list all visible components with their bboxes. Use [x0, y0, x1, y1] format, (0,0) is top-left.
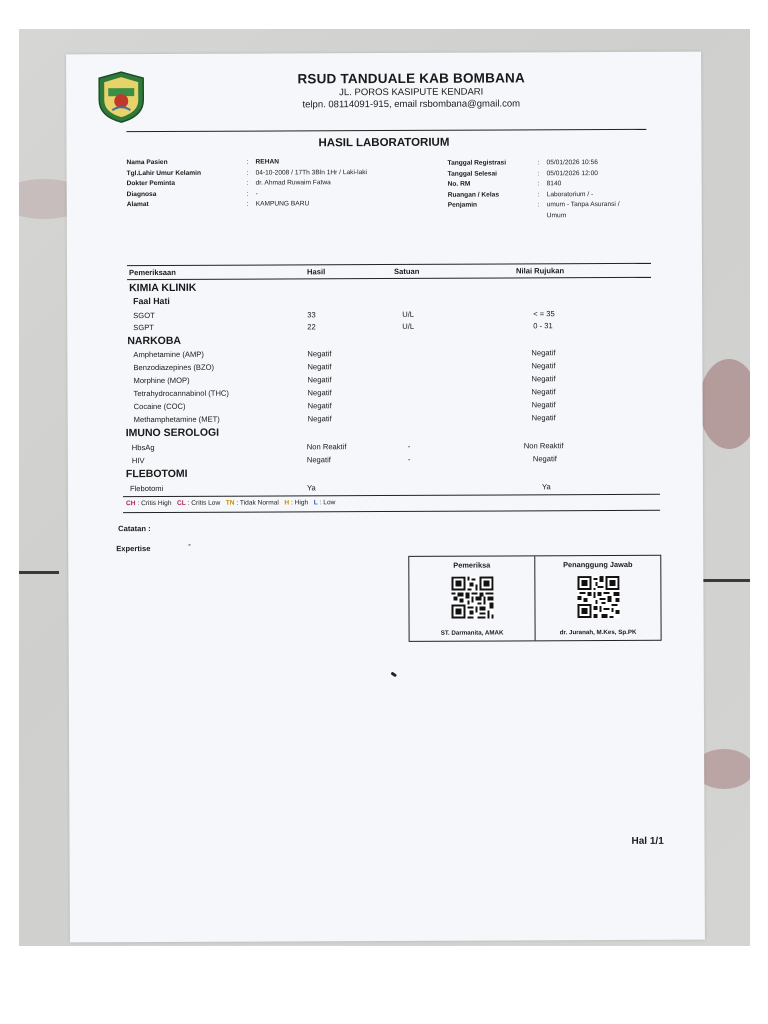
info-row — [127, 168, 367, 180]
exam-reference: Negatif — [531, 361, 556, 371]
exam-unit: - — [407, 454, 411, 464]
info-spacer — [448, 211, 547, 222]
subgroup-faal-hati: Faal Hati — [133, 295, 170, 307]
info-label: Alamat — [126, 201, 149, 209]
exam-unit: - — [407, 441, 411, 451]
table-top-rule — [127, 263, 651, 266]
exam-name: Flebotomi — [129, 483, 164, 494]
exam-name: Morphine (MOP) — [133, 375, 190, 386]
legend-tn-code: TN — [225, 499, 235, 507]
legend-h-text: : High — [290, 499, 309, 507]
status-legend — [126, 499, 335, 507]
info-colon: : — [246, 179, 249, 187]
exam-reference: Ya — [541, 482, 551, 492]
responsible-name: dr. Juranah, M.Kes, Sp.PK — [559, 628, 637, 637]
hospital-logo-icon — [96, 70, 146, 124]
info-label: Tanggal Registrasi — [447, 159, 507, 167]
info-label: Ruangan / Kelas — [447, 191, 500, 199]
info-label: Diagnosa — [126, 190, 157, 198]
legend-l-code: L — [313, 499, 318, 507]
exam-result: Negatif — [307, 388, 332, 398]
exam-result: Negatif — [307, 349, 332, 359]
marble-vein — [699, 359, 750, 449]
legend-cl-code: CL — [176, 499, 186, 507]
examiner-title: Pemeriksa — [453, 560, 491, 570]
info-label: Tgl.Lahir Umur Kelamin — [126, 169, 201, 177]
info-colon: : — [246, 158, 249, 166]
info-colon: : — [246, 169, 249, 177]
legend-ch-text: : Critis High — [137, 499, 172, 508]
info-label: Dokter Peminta — [126, 179, 176, 188]
hospital-contact: telpn. 08114091-915, email rsbombana@gmail.com — [302, 98, 521, 111]
col-header-exam: Pemeriksaan — [128, 267, 176, 278]
exam-result: Negatif — [307, 362, 332, 372]
info-row — [448, 200, 620, 211]
signature-responsible — [534, 556, 660, 641]
col-header-result: Hasil — [306, 267, 326, 277]
table-bottom-rule — [123, 494, 660, 497]
exam-reference: Non Reaktif — [523, 441, 564, 451]
col-header-reference: Nilai Rujukan — [515, 266, 565, 276]
info-row — [448, 168, 620, 179]
exam-reference: Negatif — [531, 387, 556, 397]
diagnosis: - — [255, 190, 258, 198]
info-colon: : — [246, 190, 249, 198]
responsible-title: Penanggung Jawab — [563, 559, 633, 570]
exam-reference: Negatif — [531, 348, 556, 358]
legend-rule — [123, 510, 660, 513]
header-divider — [126, 129, 646, 132]
info-colon: : — [537, 190, 540, 198]
page-number: Hal 1/1 — [631, 835, 664, 847]
signature-box — [408, 555, 661, 642]
hospital-address: JL. POROS KASIPUTE KENDARI — [339, 86, 484, 99]
exam-name: HbsAg — [131, 443, 155, 453]
info-label: Penjamin — [447, 201, 478, 209]
report-title: HASIL LABORATORIUM — [318, 136, 450, 150]
info-label: No. RM — [447, 180, 471, 188]
room-class: Laboratorium / - — [546, 190, 594, 198]
group-kimia-klinik: KIMIA KLINIK — [129, 281, 197, 295]
legend-l-text: : Low — [319, 499, 336, 507]
group-imuno-serologi: IMUNO SEROLOGI — [125, 426, 220, 440]
info-colon: : — [537, 159, 540, 167]
exam-result: Negatif — [307, 401, 332, 411]
patient-dob: 04-10-2008 / 17Th 3Bln 1Hr / Laki-laki — [255, 168, 368, 177]
group-flebotomi: FLEBOTOMI — [125, 467, 188, 481]
examiner-qr-code-icon — [451, 577, 493, 619]
expertise-dash: - — [188, 539, 191, 549]
info-colon: : — [246, 200, 249, 208]
info-row — [127, 199, 367, 211]
pen-mark — [390, 672, 397, 678]
photo-background — [19, 29, 750, 946]
legend-tn-text: : Tidak Normal — [236, 499, 279, 507]
info-row — [448, 189, 620, 200]
lab-report-paper — [66, 52, 705, 943]
exam-reference: Negatif — [531, 413, 556, 423]
address: KAMPUNG BARU — [255, 200, 310, 208]
info-row — [448, 179, 620, 190]
signature-examiner — [409, 556, 534, 641]
medical-record-number: 8140 — [546, 180, 562, 188]
exam-result: Negatif — [306, 455, 331, 465]
exam-name: Tetrahydrocannabinol (THC) — [133, 388, 229, 399]
patient-info-right — [448, 158, 620, 222]
info-colon: : — [537, 169, 540, 177]
info-colon: : — [537, 201, 540, 209]
exam-reference: < = 35 — [533, 309, 555, 319]
exam-result: Ya — [306, 483, 316, 493]
letterhead — [216, 70, 606, 111]
info-row — [448, 158, 620, 169]
notes-label: Catatan : — [118, 524, 151, 534]
exam-name: Benzodiazepines (BZO) — [133, 362, 215, 373]
exam-unit: U/L — [402, 321, 415, 331]
exam-unit: U/L — [402, 309, 415, 319]
exam-result: Negatif — [307, 414, 332, 424]
responsible-qr-code-icon — [577, 576, 619, 618]
legend-h-code: H — [284, 499, 290, 507]
legend-cl-text: : Critis Low — [187, 499, 221, 507]
exam-name: Amphetamine (AMP) — [133, 349, 204, 360]
examiner-name: ST. Darmanita, AMAK — [440, 629, 504, 637]
referring-doctor: dr. Ahmad Ruwaim Fatwa — [255, 179, 331, 187]
exam-reference: Negatif — [532, 454, 557, 464]
guarantor: umum - Tanpa Asuransi / — [546, 200, 620, 209]
info-label: Tanggal Selesai — [447, 170, 497, 178]
patient-name: REHAN — [255, 158, 280, 166]
legend-ch-code: CH — [126, 500, 136, 508]
exam-name: Methamphetamine (MET) — [133, 414, 220, 425]
exam-reference: Negatif — [531, 400, 556, 410]
exam-result: 33 — [307, 310, 316, 320]
exam-name: HIV — [131, 456, 145, 466]
exam-result: Negatif — [307, 375, 332, 385]
exam-reference: Negatif — [531, 374, 556, 384]
exam-name: SGOT — [133, 311, 155, 321]
table-header-rule — [127, 277, 651, 280]
expertise-label: Expertise — [116, 544, 151, 554]
exam-reference: 0 - 31 — [533, 321, 553, 331]
info-row — [448, 210, 620, 221]
exam-name: SGPT — [133, 323, 154, 333]
finish-date: 05/01/2026 12:00 — [546, 169, 598, 177]
exam-result: Non Reaktif — [306, 442, 347, 452]
col-header-unit: Satuan — [393, 266, 420, 276]
registration-date: 05/01/2026 10:56 — [546, 159, 598, 167]
guarantor-line-2: Umum — [546, 211, 567, 219]
exam-name: Cocaine (COC) — [133, 401, 186, 412]
patient-info-left — [127, 157, 368, 211]
tile-joint — [19, 571, 59, 574]
group-narkoba: NARKOBA — [127, 334, 182, 348]
exam-result: 22 — [307, 322, 316, 332]
info-colon: : — [537, 180, 540, 188]
info-label: Nama Pasien — [126, 158, 168, 167]
hospital-name: RSUD TANDUALE KAB BOMBANA — [297, 70, 525, 87]
